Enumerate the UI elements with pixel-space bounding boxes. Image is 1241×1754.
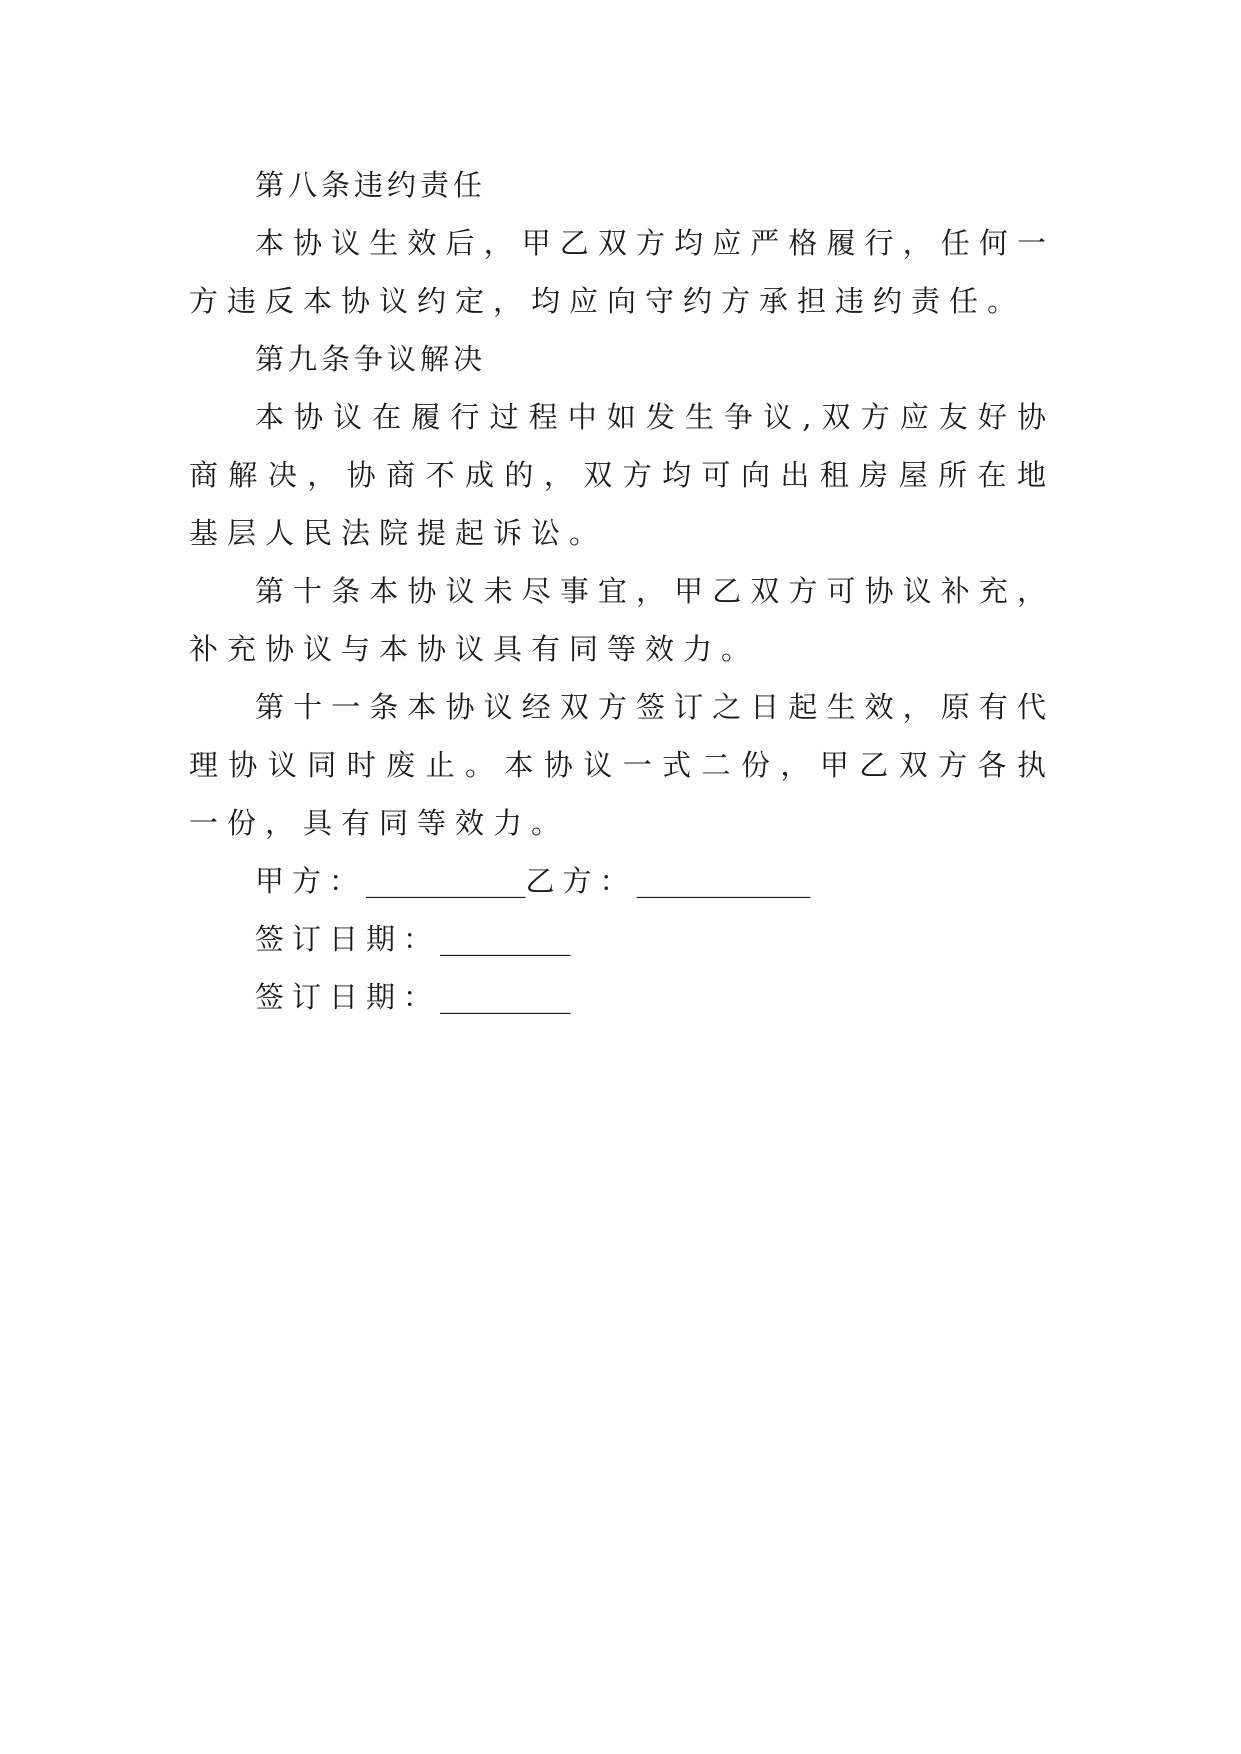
sign-date-label-2: 签订日期： — [255, 980, 441, 1014]
article-10-body: 第十条本协议未尽事宜，甲乙双方可协议补充，补充协议与本协议具有同等效力。 — [189, 574, 1055, 666]
article-9-body: 本协议在履行过程中如发生争议,双方应友好协商解决，协商不成的，双方均可向出租房屋所在地基层人民法院提起诉讼。 — [189, 400, 1055, 550]
sign-date-blank-1: _________ — [440, 922, 571, 956]
party-a-label: 甲方： — [255, 864, 367, 898]
sign-date-line-2 — [189, 968, 1055, 1026]
party-signature-line — [189, 852, 1055, 910]
article-8-body: 本协议生效后，甲乙双方均应严格履行，任何一方违反本协议约定，均应向守约方承担违约责任。 — [189, 226, 1055, 318]
party-b-label: 乙方： — [525, 864, 637, 898]
party-a-blank: ___________ — [366, 864, 526, 898]
party-b-blank: ____________ — [636, 864, 811, 898]
sign-date-line-1 — [189, 910, 1055, 968]
article-8-heading: 第八条违约责任 — [255, 168, 487, 202]
sign-date-blank-2: _________ — [440, 980, 571, 1014]
article-11-body: 第十一条本协议经双方签订之日起生效，原有代理协议同时废止。本协议一式二份，甲乙双方各执一份，具有同等效力。 — [189, 690, 1055, 840]
document-page — [189, 156, 1055, 1026]
article-9-heading: 第九条争议解决 — [255, 342, 487, 376]
sign-date-label-1: 签订日期： — [255, 922, 441, 956]
